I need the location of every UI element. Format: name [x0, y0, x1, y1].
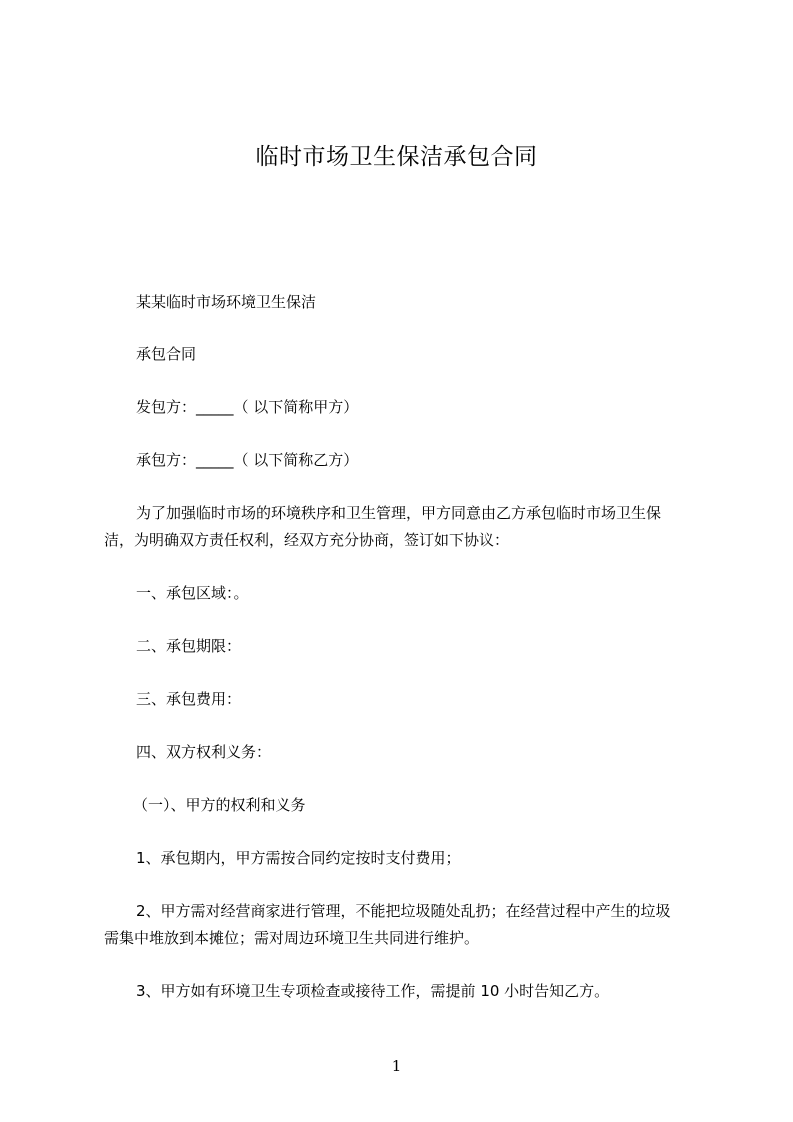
paragraph-party-b: 承包方：_____（ 以下简称乙方） [136, 451, 359, 469]
section-contract-fee: 三、承包费用： [136, 690, 242, 708]
paragraph-preamble-line-1: 为了加强临时市场的环境秩序和卫生管理，甲方同意由乙方承包临时市场卫生保 [136, 504, 662, 522]
clause-1: 1、承包期内，甲方需按合同约定按时支付费用； [136, 849, 461, 867]
clause-2-line-1: 2、甲方需对经营商家进行管理，不能把垃圾随处乱扔；在经营过程中产生的垃圾 [136, 902, 671, 920]
clause-2-line-2: 需集中堆放到本摊位；需对周边环境卫生共同进行维护。 [104, 929, 480, 947]
document-title: 临时市场卫生保洁承包合同 [255, 144, 538, 170]
clause-3: 3、甲方如有环境卫生专项检查或接待工作，需提前 10 小时告知乙方。 [136, 982, 610, 1000]
section-contract-term: 二、承包期限： [136, 637, 242, 655]
section-contract-area: 一、承包区域：。 [136, 584, 249, 602]
paragraph-market-name: 某某临时市场环境卫生保洁 [136, 293, 317, 311]
paragraph-preamble-line-2: 洁，为明确双方责任权利，经双方充分协商，签订如下协议： [104, 531, 510, 549]
section-rights-obligations: 四、双方权利义务： [136, 743, 272, 761]
paragraph-contract-subtitle: 承包合同 [136, 345, 197, 363]
subsection-party-a-rights: （一）、甲方的权利和义务 [133, 796, 306, 814]
paragraph-party-a: 发包方：_____（ 以下简称甲方） [136, 398, 359, 416]
page-number: 1 [391, 1057, 402, 1075]
